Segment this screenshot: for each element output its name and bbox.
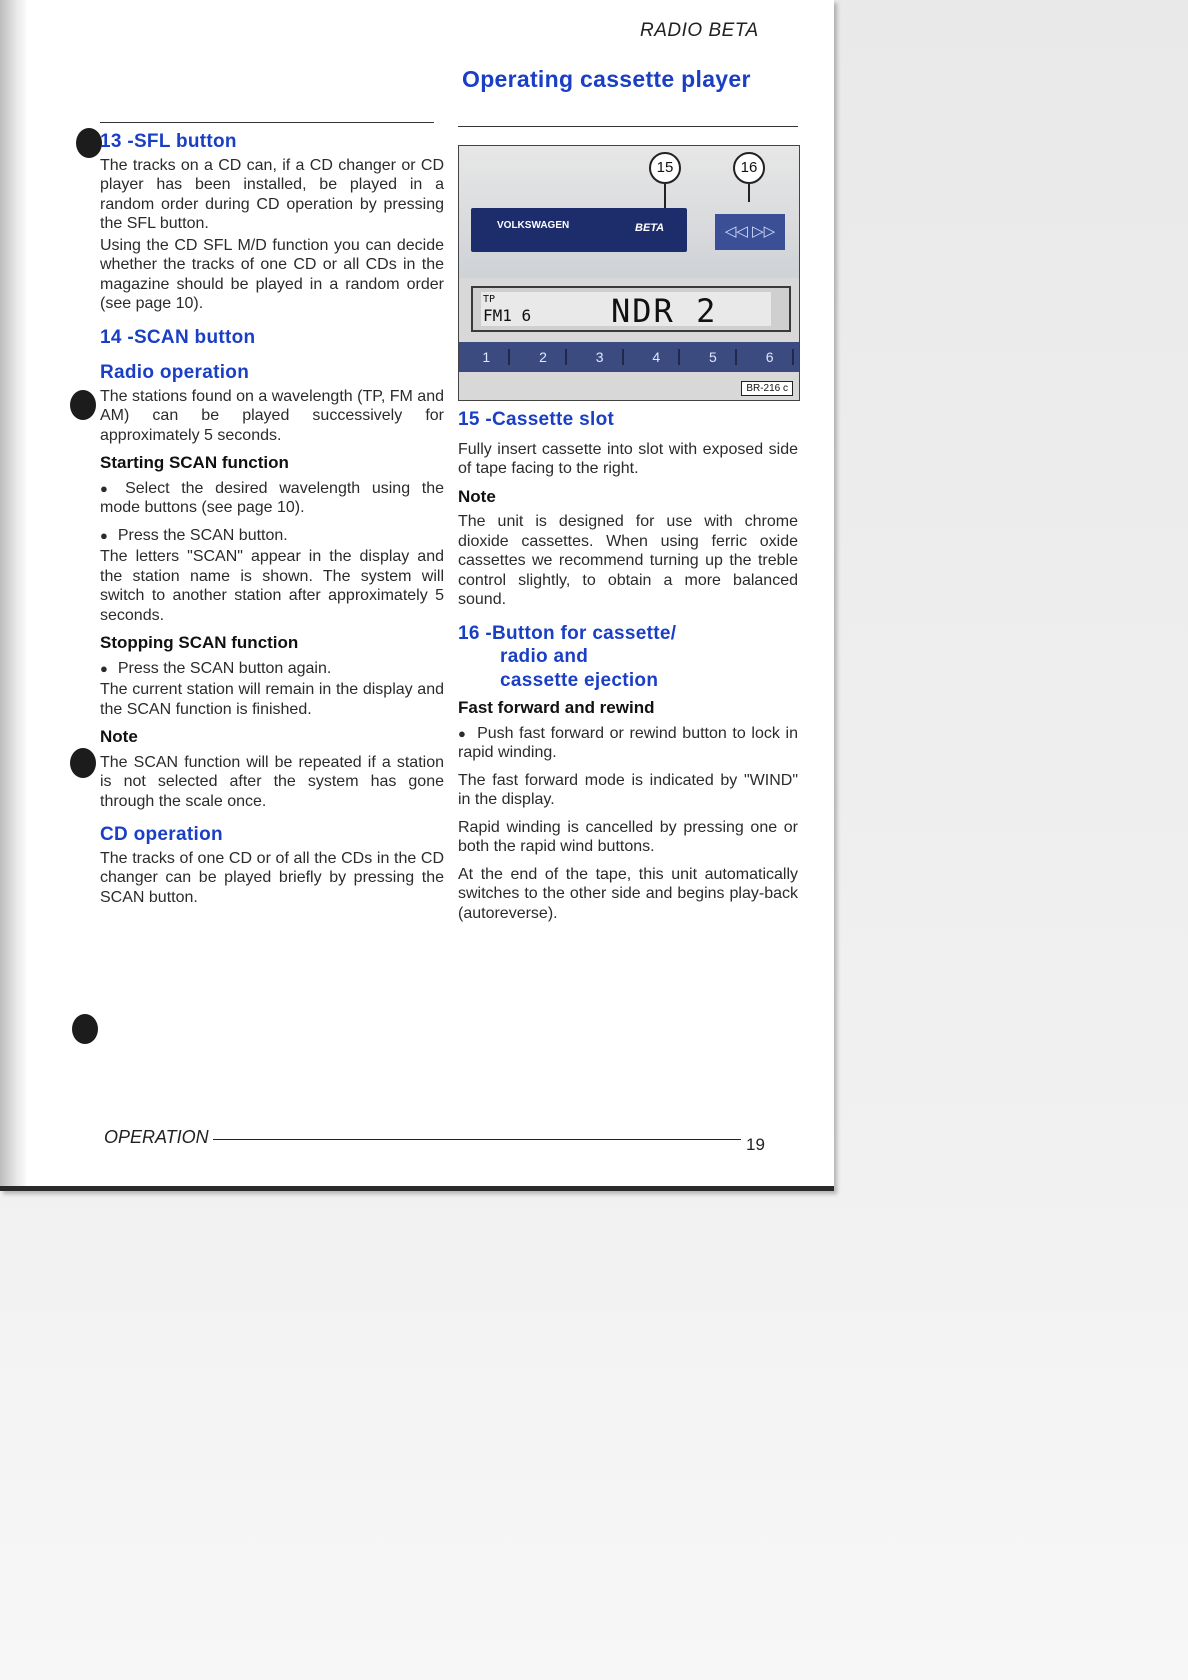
page-title: Operating cassette player	[462, 66, 751, 92]
stopping-scan-heading: Stopping SCAN function	[100, 633, 299, 652]
cassette-slot-text: Fully insert cassette into slot with exposed side of tape facing to the right.	[458, 440, 798, 477]
punch-hole	[70, 390, 96, 420]
stop-text: The current station will remain in the display and the SCAN function is finished.	[100, 681, 444, 718]
right-column-rule	[458, 126, 798, 127]
preset-buttons	[459, 342, 799, 372]
radio-illustration	[458, 145, 800, 401]
preset-5: 5	[691, 349, 737, 365]
wind-indicator-text: The fast forward mode is indicated by "WIND" in the display.	[458, 771, 798, 808]
punch-hole	[70, 748, 96, 778]
cd-operation-text: The tracks of one CD or of all the CDs in the CD changer can be played briefly by pressing the SCAN button.	[100, 849, 444, 906]
cassette-note-heading: Note	[458, 486, 496, 506]
fast-forward-bullet: ● Push fast forward or rewind button to lock in rapid winding.	[458, 724, 798, 763]
cassette-note-text: The unit is designed for use with chrome dioxide cassettes. When using ferric oxide cassettes we recommend turning up the treble control slightly, to obtain a more balanced sound.	[458, 513, 798, 608]
callout-16: 16	[733, 152, 765, 184]
binding-edge	[0, 0, 26, 1186]
eject-heading-line-3: cassette ejection	[500, 669, 659, 691]
preset-3: 3	[578, 349, 624, 365]
punch-hole	[76, 128, 102, 158]
start-text: The letters "SCAN" appear in the display and the station name is shown. The system will switch to another station after approximately 5 seconds.	[100, 548, 444, 624]
wind-buttons: ◁◁ ▷▷	[715, 214, 785, 250]
footer-rule	[213, 1139, 741, 1140]
radio-operation-text: The stations found on a wavelength (TP, FM and AM) can be played successively for approximately 5 seconds.	[100, 387, 444, 444]
sfl-text: The tracks on a CD can, if a CD changer or CD player has been installed, be played in a random order during CD operation by pressing the SFL button.	[100, 156, 444, 232]
lcd-band: FM1 6	[483, 306, 532, 325]
preset-2: 2	[521, 349, 567, 365]
start-bullet-wavelength: ● Select the desired wavelength using the mode buttons (see page 10).	[100, 479, 444, 518]
callout-line-16	[748, 184, 750, 202]
preset-6: 6	[748, 349, 794, 365]
fast-forward-heading: Fast forward and rewind	[458, 698, 655, 717]
right-column	[458, 410, 798, 925]
figure-code: BR-216 c	[741, 381, 793, 396]
lcd-tp: TP	[483, 294, 496, 305]
eject-heading-line-2: radio and	[500, 646, 589, 667]
radio-display	[471, 286, 791, 332]
scan-note-heading: Note	[100, 727, 138, 746]
cd-operation-heading: CD operation	[100, 824, 223, 845]
stop-bullet: ● Press the SCAN button again.	[100, 659, 444, 679]
punch-hole	[72, 1014, 98, 1044]
manual-page	[0, 0, 834, 1191]
footer-section: OPERATION	[104, 1127, 209, 1147]
left-column-rule	[100, 122, 434, 123]
preset-1: 1	[464, 349, 510, 365]
scan-heading: 14 -SCAN button	[100, 326, 256, 348]
starting-scan-heading: Starting SCAN function	[100, 453, 289, 472]
lcd-screen	[481, 292, 771, 330]
brand-label: VOLKSWAGEN	[497, 220, 570, 231]
scan-note-text: The SCAN function will be repeated if a station is not selected after the system has gone through the scale once.	[100, 753, 444, 810]
cassette-slot-heading: 15 -Cassette slot	[458, 409, 615, 430]
sfl-md-text: Using the CD SFL M/D function you can decide whether the tracks of one CD or all CDs in the magazine should be played in a random order (see page 10).	[100, 236, 444, 312]
preset-4: 4	[634, 349, 680, 365]
left-column	[100, 132, 444, 909]
wind-cancel-text: Rapid winding is cancelled by pressing one or both the rapid wind buttons.	[458, 818, 798, 855]
cassette-faceplate	[471, 208, 687, 252]
model-label: BETA	[635, 222, 665, 234]
lcd-station: NDR 2	[611, 292, 718, 330]
sfl-heading: 13 -SFL button	[100, 131, 237, 152]
autoreverse-text: At the end of the tape, this unit automatically switches to the other side and begins play-back (autoreverse).	[458, 865, 798, 922]
radio-operation-heading: Radio operation	[100, 362, 250, 383]
page-number: 19	[746, 1135, 765, 1154]
eject-heading-line-1: 16 -Button for cassette/	[458, 622, 677, 644]
running-title: RADIO BETA	[640, 20, 759, 41]
start-bullet-press: ● Press the SCAN button.	[100, 526, 444, 546]
callout-15: 15	[649, 152, 681, 184]
